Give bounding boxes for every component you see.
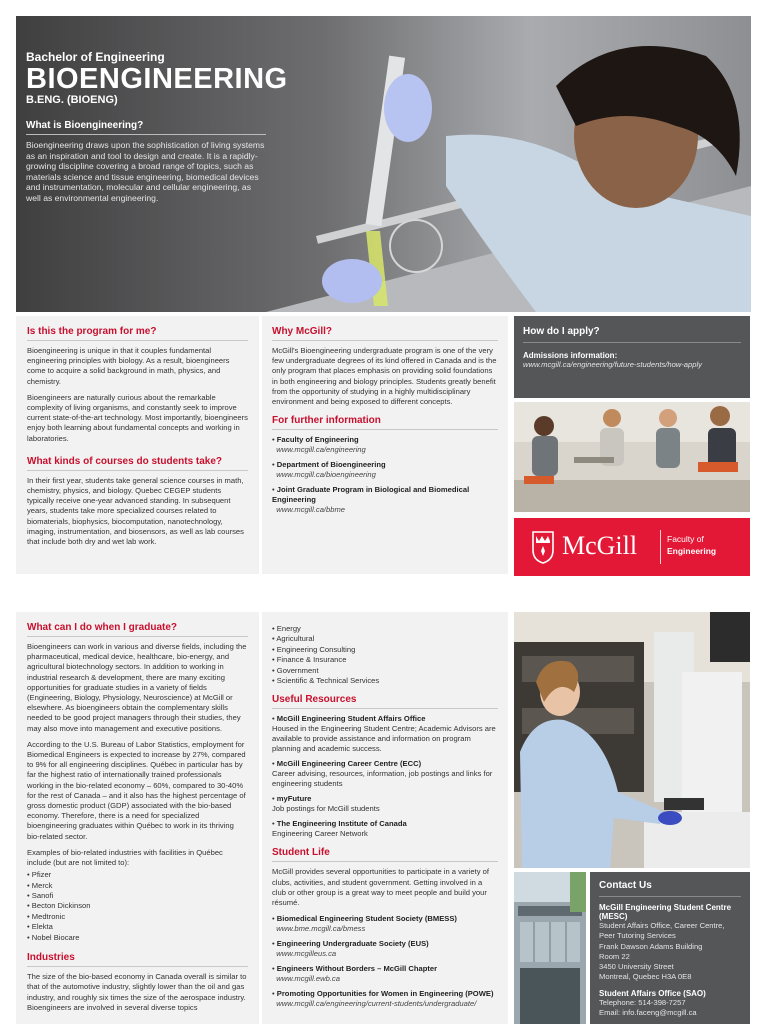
contact-address-line: Room 22 <box>599 951 630 961</box>
club-title: Engineering Undergraduate Society (EUS) <box>276 939 429 949</box>
list-item: • Becton Dickinson <box>27 901 91 911</box>
club-url[interactable]: www.mcgill.ewb.ca <box>276 974 340 984</box>
logo-divider <box>660 530 661 564</box>
companies-list <box>27 870 248 943</box>
graduate-paragraph: Examples of bio-related industries with facilities in Québec include (but are not limited to): <box>27 847 223 868</box>
list-item: • Sanofi <box>27 891 54 901</box>
list-item: • Engineers Without Borders – McGill Chapter www.mcgill.ewb.ca <box>272 964 438 984</box>
company-name: Sanofi <box>31 891 54 901</box>
contact-address-line: Montreal, Quebec H3A 0E8 <box>599 972 692 982</box>
resources-panel <box>262 612 508 1024</box>
industries-paragraph: The size of the bio-based economy in Canada overall is similar to that of the automotive industry, slightly lower than the oil and gas industry, and roughly six times the size of the aerospace industry. Bioengineers are involved in several diverse topics <box>27 972 247 1012</box>
company-name: Merck <box>31 880 53 890</box>
list-item: • Engineering Undergraduate Society (EUS) www.mcgilleus.ca <box>272 939 429 959</box>
list-item: • Merck <box>27 880 53 890</box>
engineering-text: Engineering <box>667 546 717 556</box>
sao-label: Student Affairs Office (SAO) <box>599 988 706 998</box>
why-mcgill-panel <box>262 316 508 574</box>
student-life-paragraph: McGill provides several opportunities to participate in a variety of clubs, activities, and student government. Getting involved in a club or other group is a great way to meet people and build your résumé. <box>272 867 489 908</box>
hero-text-block <box>26 50 288 204</box>
building-photo <box>514 872 586 1024</box>
club-title: Promoting Opportunities for Women in Engineering (POWE) <box>276 989 494 999</box>
program-paragraph: Bioengineers are naturally curious about the remarkable complexity of living organisms, and constantly seek to improve current state-of-the-art technology. Most importantly, bioengineers enjoy both learning about fundamental concepts and working in laboratories. <box>27 392 248 443</box>
list-item: • Pfizer <box>27 870 52 880</box>
courses-paragraph: In their first year, students take general science courses in math, chemistry, physics, and biology. Quebec CEGEP students typically receive one-year advanced standing. In subsequent years, students take more specialized courses related to biomaterials, biophysics, biocomputation, nanotechnology, imaging, instrumentation, and biosensors, as well as lab courses that include both dry and wet lab work. <box>27 475 244 547</box>
club-url[interactable]: www.bme.mcgill.ca/bmess <box>276 924 366 934</box>
mcgill-wordmark: McGill <box>562 531 638 560</box>
sector-name: Scientific & Technical Services <box>276 676 380 686</box>
list-item: • Joint Graduate Program in Biological and Biomedical Engineering www.mcgill.ca/bbme <box>272 485 470 515</box>
apply-panel <box>514 316 750 398</box>
link-title: Department of Bioengineering <box>276 460 386 470</box>
contact-address-line: Frank Dawson Adams Building <box>599 941 703 951</box>
link-url[interactable]: www.mcgill.ca/bioengineering <box>276 470 376 480</box>
company-name: Medtronic <box>31 911 66 921</box>
company-name: Pfizer <box>31 870 52 880</box>
company-name: Becton Dickinson <box>31 901 91 911</box>
resource-title: myFuture <box>276 794 312 804</box>
graduate-paragraph: Bioengineers can work in various and diverse fields, including the pharmaceutical, medical device, healthcare, bio-energy, and agricultural biotechnology sectors. In addition to working in industrial research & development, there are many exciting opportunities for graduate studies in a variety of fields (Engineering, Biology, Physiology, Neuroscience) at McGill or elsewhere. As bioengineers obtain the complementary skills needed to be good project managers through their studies, they may also move into management and executive positions. <box>27 642 247 733</box>
list-item: • Scientific & Technical Services <box>272 676 380 686</box>
list-item: • Finance & Insurance <box>272 655 347 665</box>
sector-name: Government <box>276 665 319 675</box>
sector-name: Agricultural <box>276 634 315 644</box>
list-item: • Medtronic <box>27 911 66 921</box>
list-item: • Elekta <box>27 922 53 932</box>
list-item: • Engineering Consulting <box>272 644 356 654</box>
courses-heading: What kinds of courses do students take? <box>27 456 248 471</box>
resources-list <box>272 714 498 839</box>
faculty-of-text: Faculty of <box>667 534 704 544</box>
degree-abbreviation: B.ENG. (BIOENG) <box>26 94 118 106</box>
list-item: • myFuture Job postings for McGill students <box>272 794 380 814</box>
list-item: • Nobel Biocare <box>27 932 80 942</box>
program-panel <box>16 316 259 574</box>
sectors-list <box>272 624 498 686</box>
sector-name: Finance & Insurance <box>276 655 347 665</box>
resource-desc: Job postings for McGill students <box>272 804 380 814</box>
resource-title: McGill Engineering Student Affairs Office <box>276 714 426 724</box>
list-item: • Agricultural <box>272 634 315 644</box>
why-mcgill-paragraph: McGill's Bioengineering undergraduate program is one of the very few undergraduate degrees of its kind offered in Canada and is the only program that places emphasis on providing solid foundations in both engineering and biology principles. Students greatly benefit from the opportunity of studying in a highly multidisciplinary environment and being exposed to different concepts. <box>272 346 497 407</box>
program-paragraph: Bioengineering is unique in that it couples fundamental engineering principles with biology. As a result, bioengineers come to acquire a solid background in math, physics, and chemistry. <box>27 346 230 386</box>
industries-heading: Industries <box>27 952 248 967</box>
further-info-heading: For further information <box>272 415 498 430</box>
student-life-list <box>272 914 498 1009</box>
program-heading: Is this the program for me? <box>27 326 248 341</box>
mcgill-logo-block <box>514 518 750 576</box>
list-item: • Energy <box>272 624 301 633</box>
sector-name: Engineering Consulting <box>276 644 356 654</box>
resource-desc: Engineering Career Network <box>272 829 368 839</box>
club-url[interactable]: www.mcgill.ca/engineering/current-students/undergraduate/ <box>276 999 477 1009</box>
sector-name: Energy <box>276 624 301 633</box>
graduate-heading: What can I do when I graduate? <box>27 622 248 637</box>
club-title: Biomedical Engineering Student Society (BMESS) <box>276 914 457 924</box>
list-item: • Faculty of Engineering www.mcgill.ca/engineering <box>272 435 366 455</box>
apply-heading: How do I apply? <box>523 326 741 343</box>
student-life-heading: Student Life <box>272 847 498 862</box>
page-title: BIOENGINEERING <box>26 63 288 95</box>
graduate-paragraph: According to the U.S. Bureau of Labor Statistics, employment for Biomedical Engineers is expected to increase by 27%, compared to 9% for all engineering disciplines. Québec in particular has by far the highest ratio of internationally trained professionals working in the bio-related economy – 60%, compared to 30-40% for the rest of Canada – and it also has the highest percentage of gross domestic product (GDP) associated with the bio-based economy. Therefore, there is a need for specialized bioengineering graduates within Québec to work in its thriving bio-related sector. <box>27 739 246 841</box>
resource-desc: Housed in the Engineering Student Centre; Academic Advisors are available to provide assistance and information on program planning and academic success. <box>272 724 496 754</box>
list-item: • Department of Bioengineering www.mcgill.ca/bioengineering <box>272 460 386 480</box>
further-info-list <box>272 435 498 515</box>
contact-email[interactable]: Email: info.faceng@mcgill.ca <box>599 1008 697 1018</box>
list-item: • The Engineering Institute of Canada Engineering Career Network <box>272 819 407 839</box>
list-item: • McGill Engineering Career Centre (ECC) Career advising, resources, information, job postings and links for engineering students <box>272 759 493 789</box>
company-name: Elekta <box>31 922 53 932</box>
contact-phone[interactable]: Telephone: 514-398-7257 <box>599 997 686 1007</box>
resource-title: The Engineering Institute of Canada <box>276 819 407 829</box>
link-url[interactable]: www.mcgill.ca/bbme <box>276 505 346 515</box>
graduate-panel <box>16 612 259 1024</box>
what-is-body: Bioengineering draws upon the sophistication of living systems as an inspiration and tool to design and create. It is a rapidly-growing discipline covering a broad range of topics, such as materials science and tissue engineering, biomedical devices and instrumentation, molecular and cellular engineering, as well as environmental engineering. <box>26 140 265 203</box>
contact-heading: Contact Us <box>599 880 741 897</box>
company-name: Nobel Biocare <box>31 932 80 942</box>
list-item: • Promoting Opportunities for Women in Engineering (POWE) www.mcgill.ca/engineering/current-students/undergraduate/ <box>272 989 494 1009</box>
list-item: • Biomedical Engineering Student Society (BMESS) www.bme.mcgill.ca/bmess <box>272 914 457 934</box>
hero-banner <box>16 16 751 312</box>
contact-panel <box>590 872 750 1024</box>
list-item: • McGill Engineering Student Affairs Office Housed in the Engineering Student Centre; Academic Advisors are available to provide assistance and information on program planning and academic success. <box>272 714 496 754</box>
resources-heading: Useful Resources <box>272 694 498 709</box>
link-url[interactable]: www.mcgill.ca/engineering <box>276 445 366 455</box>
resource-title: McGill Engineering Career Centre (ECC) <box>276 759 422 769</box>
link-title: Joint Graduate Program in Biological and Biomedical Engineering <box>272 485 470 505</box>
contact-centre-name: McGill Engineering Student Centre (MESC) <box>599 903 732 921</box>
contact-centre-services: Student Affairs Office, Career Centre, Peer Tutoring Services <box>599 921 725 941</box>
club-url[interactable]: www.mcgilleus.ca <box>276 949 337 959</box>
club-title: Engineers Without Borders – McGill Chapter <box>276 964 438 974</box>
lab-worker-photo <box>514 612 750 868</box>
crest-icon <box>532 530 554 564</box>
degree-line: Bachelor of Engineering <box>26 50 165 64</box>
admissions-label: Admissions information: <box>523 351 618 360</box>
admissions-url[interactable]: www.mcgill.ca/engineering/future-students/how-apply <box>523 360 702 369</box>
resource-desc: Career advising, resources, information, job postings and links for engineering students <box>272 769 493 789</box>
list-item: • Government <box>272 665 319 675</box>
why-mcgill-heading: Why McGill? <box>272 326 498 341</box>
faculty-label <box>667 533 716 557</box>
what-is-heading: What is Bioengineering? <box>26 120 266 135</box>
link-title: Faculty of Engineering <box>276 435 359 445</box>
students-photo <box>514 402 750 512</box>
contact-address-line: 3450 University Street <box>599 962 674 972</box>
